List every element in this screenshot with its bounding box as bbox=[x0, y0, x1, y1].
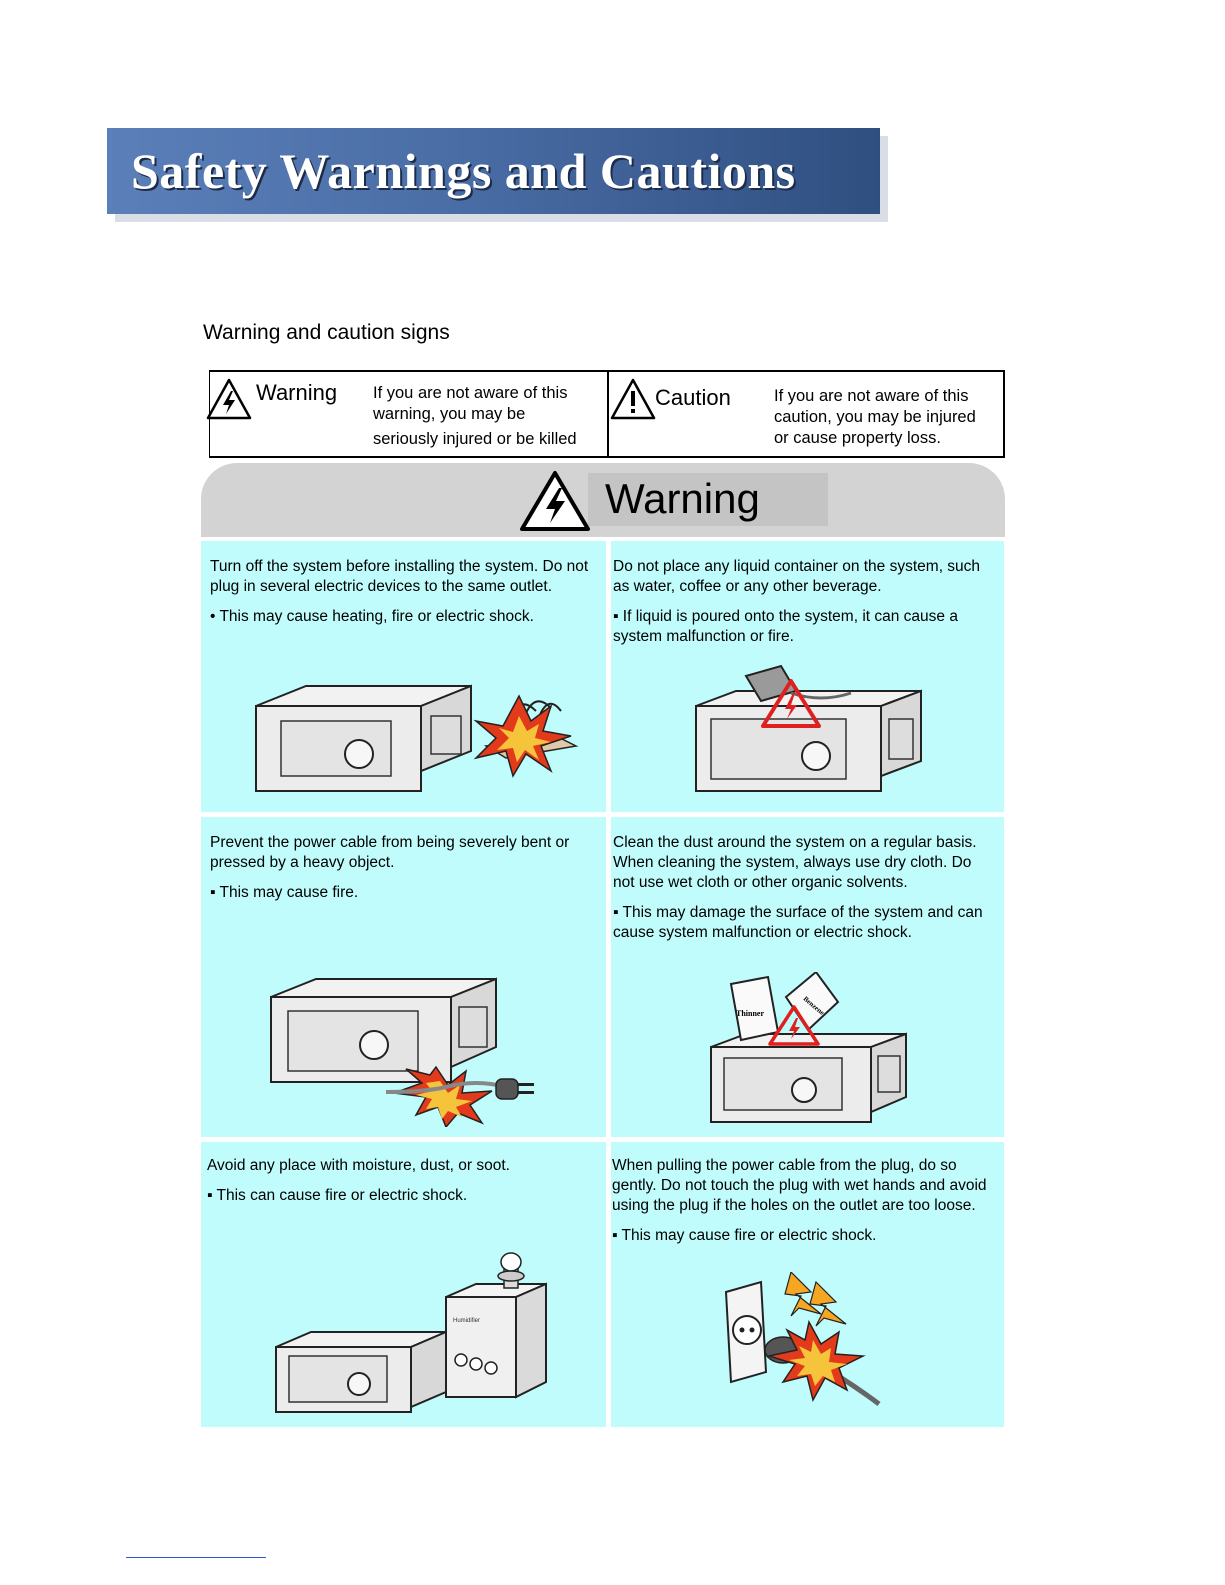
benzene-label: Benzene bbox=[801, 994, 826, 1017]
dvr-humidifier-illustration bbox=[271, 1242, 571, 1422]
warning-sign-word: Warning bbox=[256, 380, 338, 405]
warning-sign-description: If you are not aware of this warning, you may be seriously injured or be killed bbox=[373, 384, 577, 448]
warning-item-cleaning bbox=[611, 817, 1004, 1137]
thinner-label: Thinner bbox=[736, 1009, 765, 1018]
warning-item-cable-bend bbox=[201, 817, 606, 1137]
warning-item-pull-plug bbox=[611, 1142, 1004, 1427]
warning-item-power-off bbox=[201, 541, 606, 812]
plug-outlet-shock-illustration bbox=[721, 1272, 891, 1422]
caution-sign-word: Caution bbox=[655, 385, 731, 410]
warning-item-text: Prevent the power cable from being severely bent or pressed by a heavy object. ▪ This may cause fire. bbox=[210, 834, 570, 901]
footer-rule bbox=[126, 1557, 266, 1558]
humidifier-label: Humidifier bbox=[453, 1318, 481, 1324]
page-title: Safety Warnings and Cautions bbox=[131, 143, 796, 199]
signs-legend bbox=[209, 370, 1005, 458]
warning-item-text: Clean the dust around the system on a regular basis. When cleaning the system, always use dry cloth. Do not use wet cloth or other organic solvents. ▪ This may damage the surface of the system and can cause system malfunction or electric shock. bbox=[613, 834, 983, 941]
warning-item-no-liquid bbox=[611, 541, 1004, 812]
legend-divider bbox=[607, 372, 609, 456]
caution-sign-description: If you are not aware of this caution, you may be injured or cause property loss. bbox=[774, 387, 976, 447]
dvr-solvent-illustration bbox=[706, 972, 926, 1132]
electric-warning-icon bbox=[206, 378, 252, 420]
dvr-overloaded-outlet-illustration bbox=[251, 676, 581, 806]
caution-exclamation-icon bbox=[610, 378, 656, 420]
warning-item-text: Do not place any liquid container on the system, such as water, coffee or any other beverage. ▪ If liquid is poured onto the system, it can cause a system malfunction or fire. bbox=[613, 558, 981, 645]
warning-item-text: Turn off the system before installing the system. Do not plug in several electric devices to the same outlet. • This may cause heating, fire or electric shock. bbox=[210, 558, 589, 625]
title-banner bbox=[107, 128, 880, 214]
section-title: Warning and caution signs bbox=[203, 321, 450, 344]
dvr-spilled-cup-illustration bbox=[691, 661, 931, 801]
warning-item-moisture bbox=[201, 1142, 606, 1427]
warning-header-title: Warning bbox=[605, 475, 760, 522]
warning-item-text: When pulling the power cable from the plug, do so gently. Do not touch the plug with wet hands and avoid using the plug if the holes on the outlet are too loose. ▪ This may cause fire or electric shock. bbox=[612, 1157, 987, 1244]
electric-warning-icon bbox=[519, 470, 591, 532]
dvr-crushed-cable-illustration bbox=[266, 967, 546, 1127]
warning-item-text: Avoid any place with moisture, dust, or soot. ▪ This can cause fire or electric shock. bbox=[207, 1157, 510, 1204]
